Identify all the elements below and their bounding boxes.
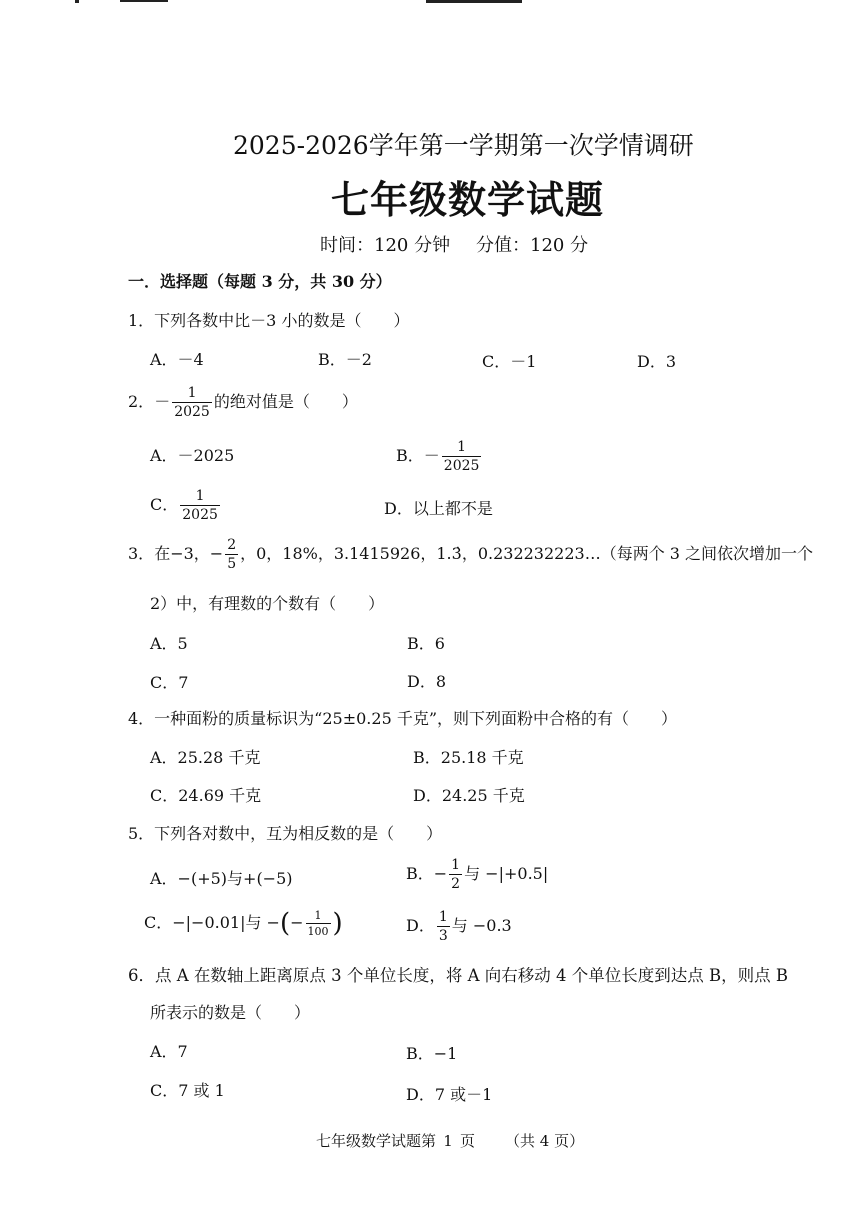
option-label: B．−	[406, 864, 448, 883]
option-label: D．	[406, 916, 435, 935]
question-6-option-b: B．−1	[406, 1044, 458, 1063]
scan-mark	[426, 0, 522, 3]
fraction-denominator: 100	[307, 925, 329, 938]
question-5-option-b	[406, 858, 548, 891]
question-6-stem-line1: 6．点 A 在数轴上距离原点 3 个单位长度，将 A 向右移动 4 个单位长度到达点 B，则点 B	[128, 966, 789, 985]
fraction	[442, 440, 482, 473]
question-4-option-d: D．24.25 千克	[413, 786, 525, 805]
fraction-denominator: 2	[451, 876, 461, 892]
right-paren: )	[332, 908, 343, 939]
question-4-option-c: C．24.69 千克	[150, 786, 262, 805]
question-3-option-b: B．6	[407, 634, 445, 653]
question-5-option-c	[144, 910, 343, 937]
minus-sign: －	[423, 446, 440, 465]
question-2-option-d: D．以上都不是	[384, 499, 493, 518]
fraction-numerator: 1	[438, 909, 448, 925]
scan-mark	[120, 0, 168, 2]
page-footer	[316, 1131, 584, 1151]
footer-label: 七年级数学试题第	[316, 1132, 437, 1150]
score-info: 分值：120 分	[476, 235, 589, 256]
fraction-numerator: 1	[442, 440, 482, 457]
question-3-option-a: A．5	[150, 634, 188, 653]
question-3-option-c: C．7	[150, 673, 189, 692]
fraction-denominator: 5	[227, 556, 237, 572]
question-5-stem: 5．下列各对数中，互为相反数的是（ ）	[128, 824, 443, 843]
subject-title: 七年级数学试题	[331, 177, 605, 222]
question-3-stem	[128, 538, 813, 571]
fraction-numerator: 1	[306, 910, 331, 924]
fraction	[306, 910, 331, 937]
page-total: （共 4 页）	[505, 1132, 585, 1150]
option-label: C．−|−0.01|与 −	[144, 913, 280, 932]
question-4-option-b: B．25.18 千克	[413, 748, 524, 767]
section-heading: 一．选择题（每题 3 分，共 30 分）	[128, 272, 392, 291]
question-3-post: ，0，18%，3.1415926，1.3̇，0.232232223…（每两个 3 之间依次增加一个	[240, 544, 814, 563]
fraction-denominator: 2025	[443, 458, 480, 474]
fraction-numerator: 1	[451, 857, 461, 873]
question-6-option-d: D．7 或－1	[406, 1085, 493, 1104]
question-4-stem: 4．一种面粉的质量标识为“25±0.25 千克”，则下列面粉中合格的有（ ）	[128, 709, 678, 728]
question-3-pre: 在−3，	[154, 544, 210, 563]
fraction-numerator: 2	[227, 537, 237, 553]
left-paren: (	[279, 908, 291, 939]
option-tail: 与 −|+0.5|	[464, 864, 549, 883]
fraction	[180, 489, 220, 522]
minus-sign: −	[209, 544, 224, 563]
question-6-option-c: C．7 或 1	[150, 1081, 225, 1100]
question-6-option-a: A．7	[150, 1042, 188, 1061]
question-number: 3．	[128, 544, 155, 563]
fraction-denominator: 3	[438, 928, 448, 944]
fraction	[449, 858, 462, 891]
exam-title: 2025-2026学年第一学期第一次学情调研	[233, 131, 694, 160]
fraction	[225, 538, 238, 571]
option-label: B．	[396, 446, 424, 465]
page-unit: 页	[460, 1132, 476, 1150]
question-2-option-a: A．－2025	[150, 446, 235, 465]
question-number: 2．	[128, 392, 155, 411]
minus-sign: −	[290, 913, 304, 932]
question-1-stem: 1．下列各数中比－3 小的数是（ ）	[128, 311, 410, 330]
question-2-stem	[128, 386, 358, 419]
question-6-stem-line2: 所表示的数是（ ）	[150, 1003, 311, 1022]
page-number: 1	[443, 1132, 453, 1150]
option-label: C．	[150, 495, 179, 514]
option-tail: 与 −0.3	[451, 916, 512, 935]
question-3-option-d: D．8	[407, 672, 447, 691]
time-info: 时间：120 分钟	[320, 235, 451, 256]
question-5-option-a: A．−(+5)与+(−5)	[150, 869, 293, 888]
minus-sign: －	[154, 392, 171, 411]
question-1-option-b: B．－2	[318, 350, 372, 369]
fraction	[437, 910, 450, 943]
question-1-option-d: D．3	[637, 352, 677, 371]
fraction-numerator: 1	[180, 489, 220, 506]
scan-mark	[75, 0, 79, 3]
question-2-option-b	[396, 440, 483, 473]
question-1-option-c: C．－1	[482, 352, 537, 371]
question-2-tail: 的绝对值是（ ）	[213, 392, 358, 411]
question-2-option-c	[150, 489, 222, 522]
fraction-denominator: 2025	[182, 507, 218, 523]
fraction-numerator: 1	[172, 386, 212, 403]
fraction-denominator: 2025	[174, 404, 210, 420]
fraction	[172, 386, 212, 419]
question-5-option-d	[406, 910, 512, 943]
question-3-stem-line2: 2）中，有理数的个数有（ ）	[150, 594, 385, 613]
question-1-option-a: A．－4	[150, 350, 204, 369]
question-4-option-a: A．25.28 千克	[150, 748, 261, 767]
